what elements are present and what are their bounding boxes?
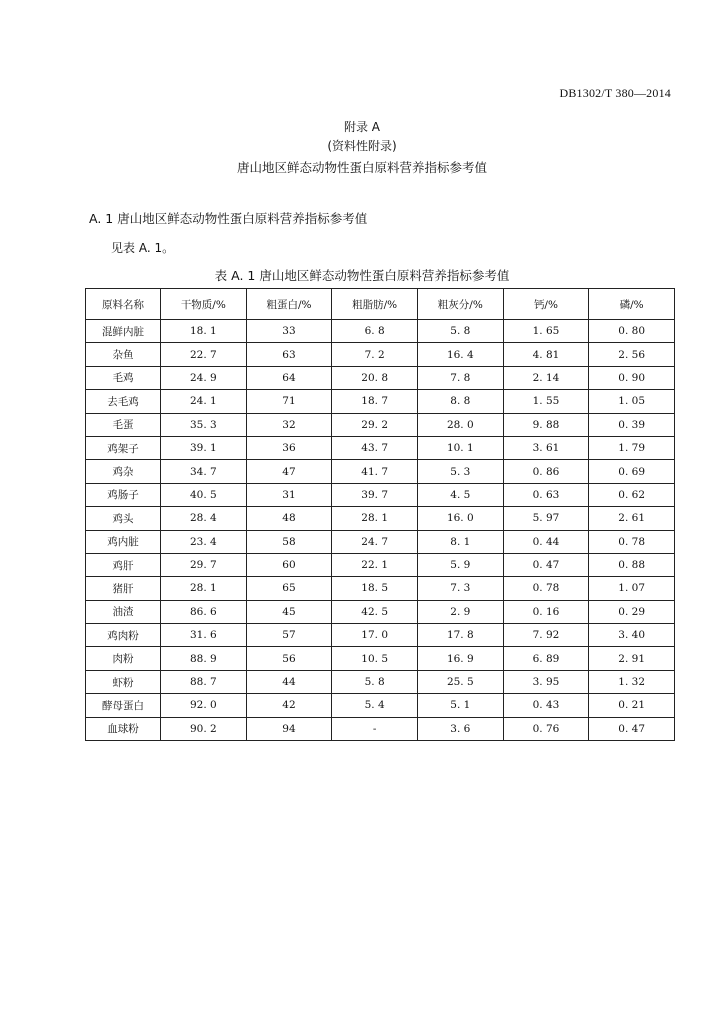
table-cell-value: 18. 7 <box>332 390 418 413</box>
table-cell-value: 2. 56 <box>589 343 675 366</box>
table-caption: 表 A. 1 唐山地区鲜态动物性蛋白原料营养指标参考值 <box>214 268 510 283</box>
table-row <box>86 694 675 717</box>
table-cell-value: 43. 7 <box>332 436 418 459</box>
table-cell-value: 39. 7 <box>332 483 418 506</box>
table-cell-value: 6. 8 <box>332 320 418 343</box>
table-cell-value: 5. 97 <box>503 507 589 530</box>
table-header-row <box>86 289 675 320</box>
table-body <box>86 320 675 741</box>
table-cell-value: 0. 47 <box>503 553 589 576</box>
table-row <box>86 413 675 436</box>
table-cell-value: 5. 4 <box>332 694 418 717</box>
table-cell-value: 0. 62 <box>589 483 675 506</box>
table-cell-value: 64 <box>246 366 332 389</box>
table-cell-value: 0. 78 <box>589 530 675 553</box>
section-heading: A. 1 唐山地区鲜态动物性蛋白原料营养指标参考值 <box>89 211 368 226</box>
table-cell-value: 45 <box>246 600 332 623</box>
table-cell-value: 40. 5 <box>161 483 247 506</box>
table-cell-value: 42. 5 <box>332 600 418 623</box>
table-cell-value: 0. 86 <box>503 460 589 483</box>
table-cell-value: 5. 3 <box>417 460 503 483</box>
table-cell-material: 鸡架子 <box>86 436 161 459</box>
table-cell-value: 63 <box>246 343 332 366</box>
table-cell-material: 肉粉 <box>86 647 161 670</box>
table-row <box>86 670 675 693</box>
table-cell-value: 20. 8 <box>332 366 418 389</box>
column-header-crude-fat: 粗脂肪/% <box>332 289 418 320</box>
table-cell-value: 0. 21 <box>589 694 675 717</box>
table-cell-material: 鸡肠子 <box>86 483 161 506</box>
table-cell-value: 2. 14 <box>503 366 589 389</box>
column-header-crude-protein: 粗蛋白/% <box>246 289 332 320</box>
table-cell-value: 0. 76 <box>503 717 589 740</box>
table-cell-value: 2. 61 <box>589 507 675 530</box>
table-cell-value: 90. 2 <box>161 717 247 740</box>
table-cell-value: 31. 6 <box>161 624 247 647</box>
table-row <box>86 577 675 600</box>
appendix-nature: (资料性附录) <box>327 139 397 153</box>
appendix-heading: 唐山地区鲜态动物性蛋白原料营养指标参考值 <box>236 160 487 175</box>
table-cell-value: 8. 8 <box>417 390 503 413</box>
table-cell-value: 88. 7 <box>161 670 247 693</box>
table-cell-value: 5. 8 <box>332 670 418 693</box>
column-header-phosphorus: 磷/% <box>589 289 675 320</box>
table-cell-material: 虾粉 <box>86 670 161 693</box>
table-cell-value: 0. 69 <box>589 460 675 483</box>
table-cell-value: 1. 32 <box>589 670 675 693</box>
table-cell-value: 16. 0 <box>417 507 503 530</box>
table-cell-value: 71 <box>246 390 332 413</box>
column-header-crude-ash: 粗灰分/% <box>417 289 503 320</box>
table-cell-value: 0. 63 <box>503 483 589 506</box>
table-cell-value: 60 <box>246 553 332 576</box>
document-code: DB1302/T 380—2014 <box>559 86 671 100</box>
table-cell-value: 4. 81 <box>503 343 589 366</box>
table-row <box>86 624 675 647</box>
table-row <box>86 366 675 389</box>
table-cell-value: 0. 80 <box>589 320 675 343</box>
table-cell-value: 28. 4 <box>161 507 247 530</box>
table-cell-value: 28. 1 <box>161 577 247 600</box>
table-cell-value: 24. 1 <box>161 390 247 413</box>
table-cell-material: 毛蛋 <box>86 413 161 436</box>
column-header-calcium: 钙/% <box>503 289 589 320</box>
table-cell-value: 39. 1 <box>161 436 247 459</box>
table-cell-value: 5. 8 <box>417 320 503 343</box>
table-cell-value: 18. 1 <box>161 320 247 343</box>
section-body-text: 见表 A. 1。 <box>111 241 175 255</box>
table-cell-value: 10. 5 <box>332 647 418 670</box>
table-cell-value: 22. 7 <box>161 343 247 366</box>
table-row <box>86 647 675 670</box>
table-cell-value: 22. 1 <box>332 553 418 576</box>
nutrition-table <box>85 288 675 741</box>
table-cell-value: 31 <box>246 483 332 506</box>
table-cell-value: 41. 7 <box>332 460 418 483</box>
table-cell-value: 17. 0 <box>332 624 418 647</box>
table-cell-value: 0. 90 <box>589 366 675 389</box>
table-cell-value: 29. 2 <box>332 413 418 436</box>
table-cell-value: 8. 1 <box>417 530 503 553</box>
table-cell-value: 29. 7 <box>161 553 247 576</box>
table-cell-value: 42 <box>246 694 332 717</box>
table-row <box>86 390 675 413</box>
table-cell-value: 7. 92 <box>503 624 589 647</box>
table-cell-value: 48 <box>246 507 332 530</box>
table-cell-value: 25. 5 <box>417 670 503 693</box>
table-cell-value: 24. 9 <box>161 366 247 389</box>
table-cell-value: 0. 29 <box>589 600 675 623</box>
table-cell-value: 7. 8 <box>417 366 503 389</box>
table-cell-value: 1. 65 <box>503 320 589 343</box>
table-cell-value: 0. 43 <box>503 694 589 717</box>
table-cell-value: 16. 4 <box>417 343 503 366</box>
table-cell-value: 9. 88 <box>503 413 589 436</box>
table-row <box>86 553 675 576</box>
table-cell-value: 0. 44 <box>503 530 589 553</box>
table-cell-value: 57 <box>246 624 332 647</box>
table-row <box>86 717 675 740</box>
table-cell-value: 1. 07 <box>589 577 675 600</box>
table-cell-value: 86. 6 <box>161 600 247 623</box>
table-cell-value: 4. 5 <box>417 483 503 506</box>
table-row <box>86 460 675 483</box>
table-cell-value: 33 <box>246 320 332 343</box>
table-cell-value: 23. 4 <box>161 530 247 553</box>
table-row <box>86 507 675 530</box>
table-cell-value: 44 <box>246 670 332 693</box>
table-cell-value: 0. 16 <box>503 600 589 623</box>
table-row <box>86 530 675 553</box>
table-cell-value: 3. 61 <box>503 436 589 459</box>
table-cell-value: 5. 9 <box>417 553 503 576</box>
table-row <box>86 343 675 366</box>
table-cell-value: 0. 47 <box>589 717 675 740</box>
table-cell-material: 血球粉 <box>86 717 161 740</box>
table-cell-value: 7. 2 <box>332 343 418 366</box>
table-cell-value: 65 <box>246 577 332 600</box>
table-cell-value: 7. 3 <box>417 577 503 600</box>
table-cell-value: 24. 7 <box>332 530 418 553</box>
column-header-name: 原料名称 <box>86 289 161 320</box>
table-cell-value: - <box>332 717 418 740</box>
table-cell-value: 6. 89 <box>503 647 589 670</box>
table-cell-value: 0. 88 <box>589 553 675 576</box>
table-cell-material: 猪肝 <box>86 577 161 600</box>
table-cell-value: 17. 8 <box>417 624 503 647</box>
table-cell-value: 1. 55 <box>503 390 589 413</box>
table-cell-material: 油渣 <box>86 600 161 623</box>
table-row <box>86 436 675 459</box>
table-cell-value: 35. 3 <box>161 413 247 436</box>
table-cell-value: 88. 9 <box>161 647 247 670</box>
table-row <box>86 483 675 506</box>
table-cell-value: 1. 79 <box>589 436 675 459</box>
table-cell-value: 0. 39 <box>589 413 675 436</box>
table-cell-value: 28. 1 <box>332 507 418 530</box>
table-cell-value: 32 <box>246 413 332 436</box>
table-cell-value: 34. 7 <box>161 460 247 483</box>
table-cell-material: 杂鱼 <box>86 343 161 366</box>
table-cell-value: 3. 6 <box>417 717 503 740</box>
table-cell-value: 36 <box>246 436 332 459</box>
table-cell-value: 18. 5 <box>332 577 418 600</box>
table-cell-material: 酵母蛋白 <box>86 694 161 717</box>
table-cell-value: 3. 95 <box>503 670 589 693</box>
table-cell-material: 鸡肉粉 <box>86 624 161 647</box>
table-cell-material: 鸡肝 <box>86 553 161 576</box>
table-cell-material: 毛鸡 <box>86 366 161 389</box>
column-header-dry-matter: 干物质/% <box>161 289 247 320</box>
table-cell-material: 混鲜内脏 <box>86 320 161 343</box>
table-cell-value: 2. 91 <box>589 647 675 670</box>
table-row <box>86 320 675 343</box>
table-cell-value: 1. 05 <box>589 390 675 413</box>
table-cell-value: 10. 1 <box>417 436 503 459</box>
table-cell-value: 28. 0 <box>417 413 503 436</box>
table-cell-material: 鸡杂 <box>86 460 161 483</box>
table-cell-value: 3. 40 <box>589 624 675 647</box>
table-cell-value: 94 <box>246 717 332 740</box>
appendix-title: 附录 A <box>343 120 381 134</box>
table-cell-value: 58 <box>246 530 332 553</box>
table-cell-value: 2. 9 <box>417 600 503 623</box>
table-cell-material: 鸡头 <box>86 507 161 530</box>
table-cell-value: 0. 78 <box>503 577 589 600</box>
table-cell-value: 16. 9 <box>417 647 503 670</box>
table-cell-value: 56 <box>246 647 332 670</box>
table-cell-material: 去毛鸡 <box>86 390 161 413</box>
table-cell-material: 鸡内脏 <box>86 530 161 553</box>
table-cell-value: 5. 1 <box>417 694 503 717</box>
table-cell-value: 47 <box>246 460 332 483</box>
table-row <box>86 600 675 623</box>
table-cell-value: 92. 0 <box>161 694 247 717</box>
